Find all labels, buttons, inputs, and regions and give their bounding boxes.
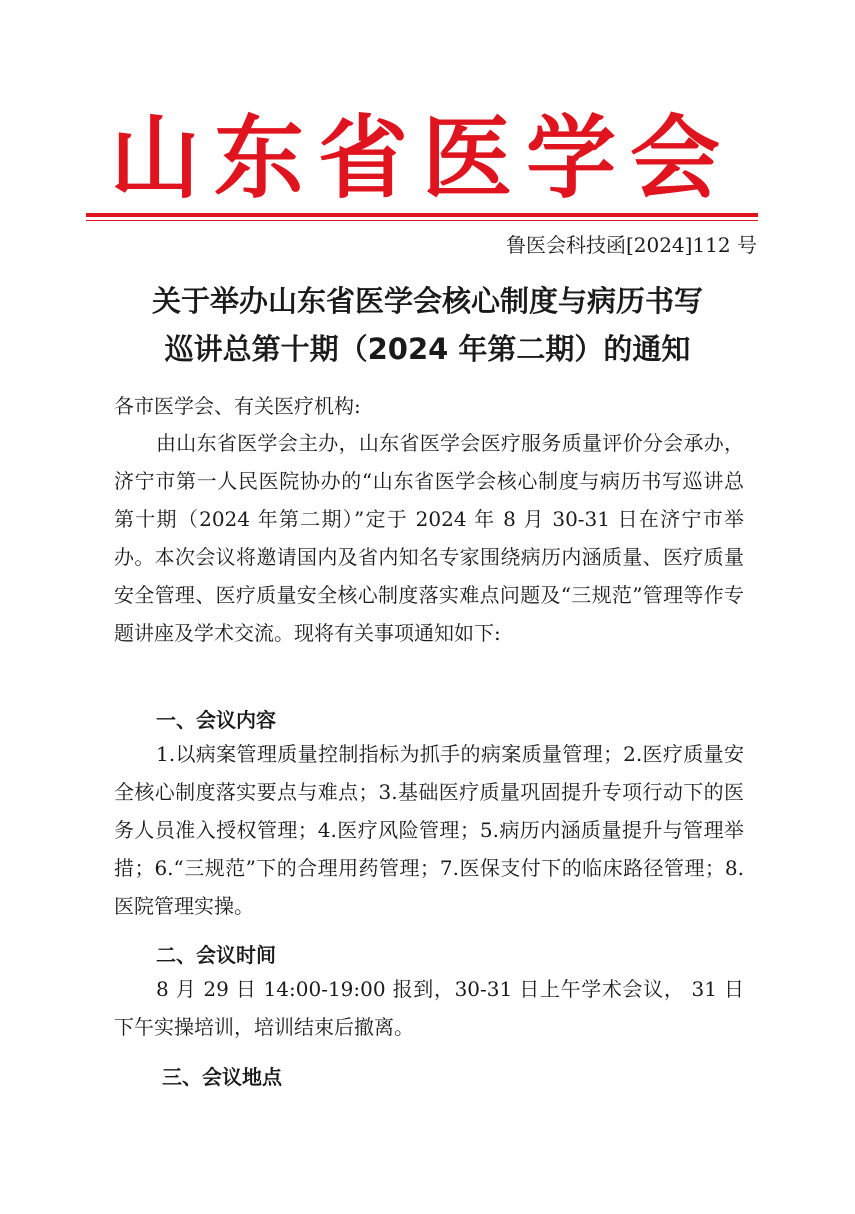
document-number: 鲁医会科技函[2024]112 号 [505,233,757,257]
letterhead-rule-thick [86,213,758,217]
letterhead-title: 山东省医学会 [110,105,734,211]
section-body-time: 8 月 29 日 14:00-19:00 报到，30-31 日上午学术会议， 31 日下午实操培训，培训结束后撤离。 [114,977,744,1039]
document-title-line1: 关于举办山东省医学会核心制度与病历书写 [151,284,703,318]
section-body-content: 1.以病案管理质量控制指标为抓手的病案质量管理；2.医疗质量安全核心制度落实要点与难点；3.基础医疗质量巩固提升专项行动下的医务人员准入授权管理；4.医疗风险管理；5.病历内涵质量提升与管理举措；6.“三规范”下的合理用药管理；7.医保支付下的临床路径管理；8.医院管理实操。 [114,742,744,918]
section-heading-content: 一、会议内容 [156,708,276,732]
letterhead-rule-thin [86,220,758,221]
section-heading-time: 二、会议时间 [156,943,276,967]
intro-paragraph: 由山东省医学会主办，山东省医学会医疗服务质量评价分会承办，济宁市第一人民医院协办的“山东省医学会核心制度与病历书写巡讲总第十期（2024 年第二期）”定于 2024 年 8 月 30-31 日在济宁市举办。本次会议将邀请国内及省内知名专家围绕病历内涵质量、医疗质量安全管理、医疗质量安全核心制度落实难点问题及“三规范”管理等作专题讲座及学术交流。现将有关事项通知如下: [114,431,744,645]
salutation: 各市医学会、有关医疗机构: [114,394,361,418]
section-heading-location: 三、会议地点 [162,1065,282,1089]
document-title-line2: 巡讲总第十期（2024 年第二期）的通知 [164,332,691,366]
